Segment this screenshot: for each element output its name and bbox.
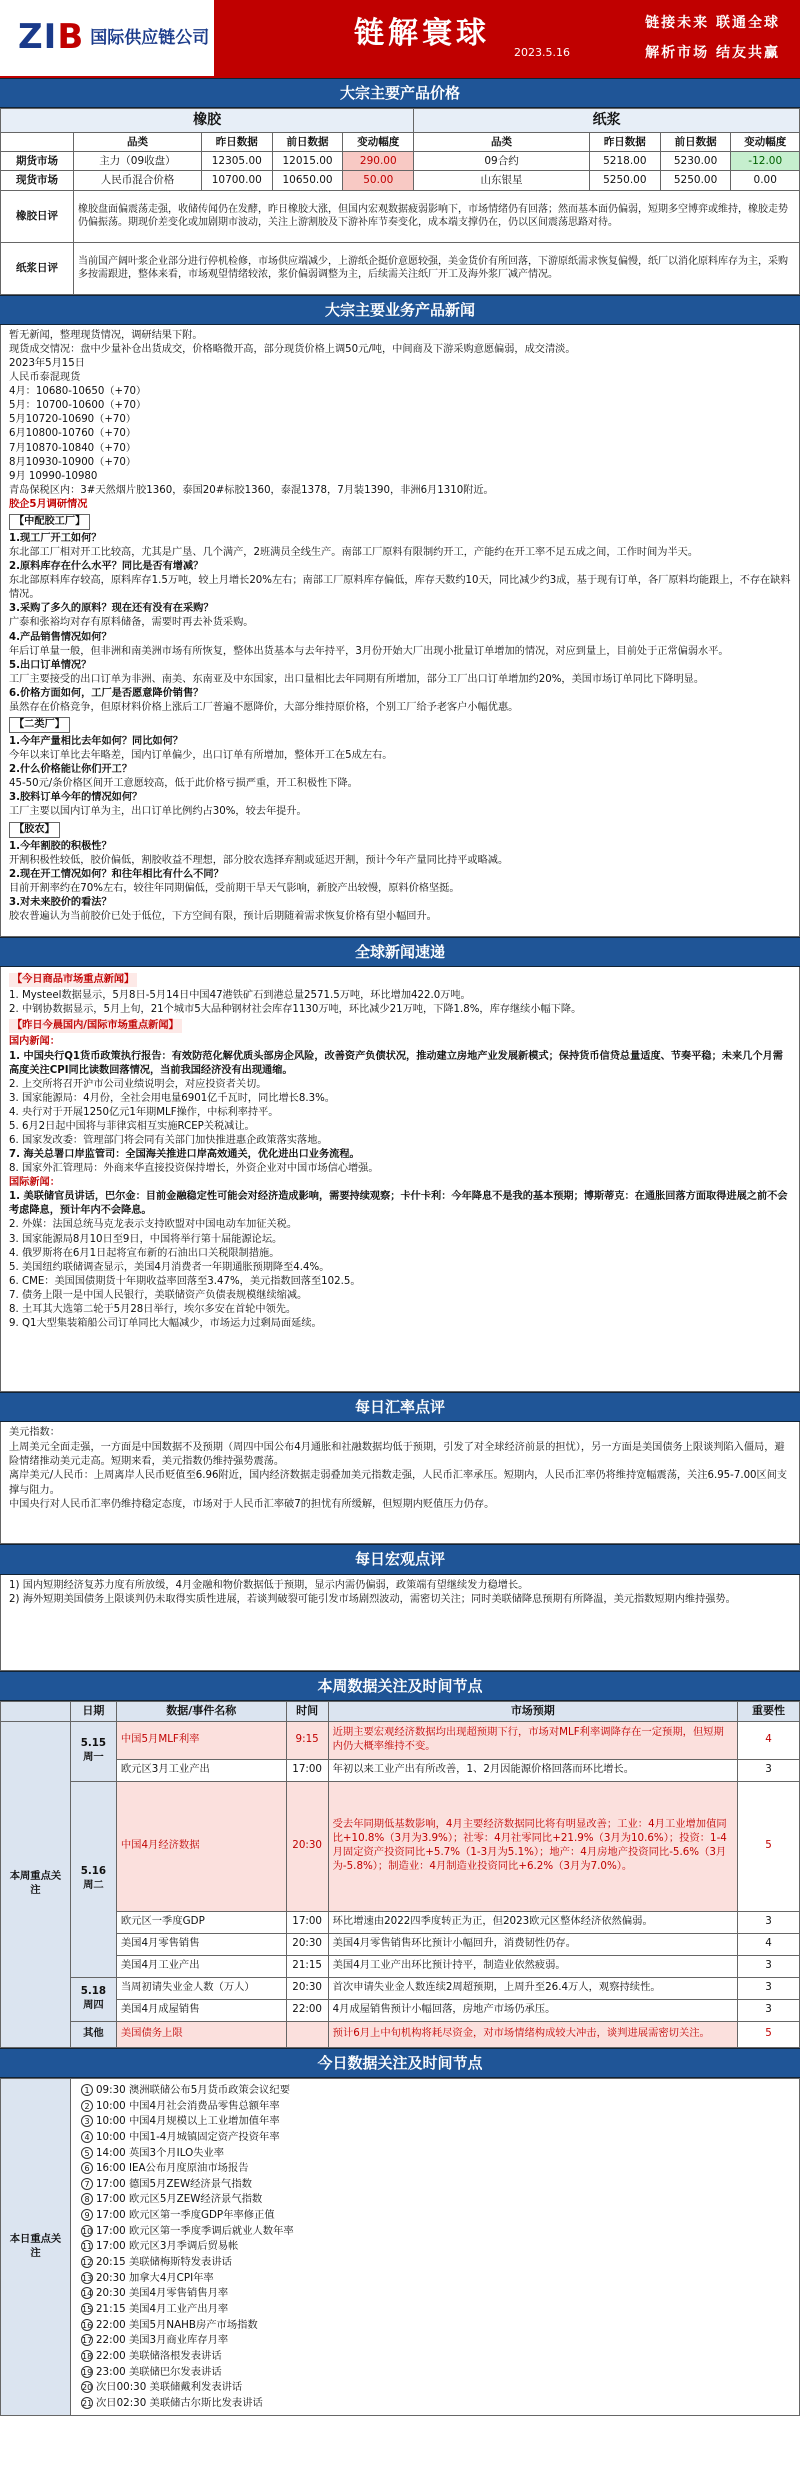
number-circle-icon: 15 — [82, 2304, 93, 2314]
survey-answer: 年后订单量一般，但非洲和南美洲市场有所恢复，整体出货基本与去年持平，3月份开始大厂出现小批量订单增加的情况，对应到量上，目前处于正常偏弱水平。 — [9, 645, 729, 657]
news-line: 8月10930-10900（+70） — [9, 456, 137, 468]
col-blank — [1, 133, 74, 152]
number-circle-icon: 20 — [82, 2383, 93, 2393]
paper-review-text: 当前国产阔叶浆企业部分进行停机检修，市场供应端减少，上游纸企挺价意愿较强，美金货价有所回落，下游原纸需求恢复偏慢，纸厂以消化原料库存为主，采购多按需跟进，整体来看，市场观望情绪较浓，浆价偏弱调整为主，后续需关注纸厂开工及海外浆厂减产情况。 — [74, 242, 800, 294]
event-row — [1, 2021, 800, 2047]
rubber-futures-change: 290.00 — [343, 152, 414, 171]
survey-answer: 工厂主要接受的出口订单为非洲、南美、东南亚及中东国家，出口量相比去年同期有所增加，部分工厂出口订单增加约20%，美国市场订单同比下降明显。 — [9, 673, 705, 685]
col-change: 变动幅度 — [343, 133, 414, 152]
today-event-item — [81, 2161, 789, 2177]
today-event-text: 22:00 美国3月商业库存月率 — [96, 2334, 229, 2347]
intl-news-label: 国际新闻： — [9, 1177, 60, 1189]
survey-section-tag: 【中配胶工厂】 — [9, 514, 90, 530]
number-circle-icon: 1 — [81, 2084, 93, 2096]
biz-news-body — [0, 325, 800, 937]
event-time: 17:00 — [286, 1911, 328, 1933]
macro-comment-title: 每日宏观点评 — [0, 1544, 800, 1574]
col-category: 品类 — [414, 133, 590, 152]
today-event-item — [81, 2333, 789, 2349]
today-event-item — [81, 2146, 789, 2162]
price-table — [0, 108, 800, 294]
col-event: 数据/事件名称 — [116, 1701, 286, 1721]
event-name: 中国4月经济数据 — [116, 1781, 286, 1911]
today-event-text: 17:00 德国5月ZEW经济景气指数 — [96, 2177, 252, 2190]
number-circle-icon: 5 — [81, 2147, 93, 2159]
survey-answer: 目前开割率约在70%左右，较往年同期偏低，受前期干旱天气影响，新胶产出较慢，原料价格坚挺。 — [9, 882, 460, 894]
fx-comment-body — [0, 1422, 800, 1544]
news-line: 人民币泰混现货 — [9, 372, 81, 384]
intl-news-item: 5. 美国纽约联储调查显示，美国4月消费者一年期通胀预期降至4.4%。 — [9, 1261, 330, 1273]
survey-question: 1.今年割胶的积极性？ — [9, 840, 112, 852]
futures-row — [1, 152, 800, 171]
today-event-text: 次日02:30 美联储古尔斯比发表讲话 — [96, 2396, 263, 2409]
intl-news-item: 7. 债务上限一是中国人民银行，美联储资产负债表规模继续缩减。 — [9, 1289, 308, 1301]
event-row — [1, 1781, 800, 1911]
paper-header: 纸浆 — [414, 109, 800, 133]
news-line: 暂无新闻，整理现货情况，调研结果下附。 — [9, 329, 203, 341]
paper-review-row — [1, 242, 800, 294]
paper-spot-yesterday: 5250.00 — [589, 171, 660, 190]
survey-section-tag: 【二类厂】 — [9, 717, 70, 733]
col-change: 变动幅度 — [731, 133, 800, 152]
rubber-review-text: 橡胶盘面偏震荡走强，收储传闻仍在发酵，昨日橡胶大涨，但国内宏观数据疲弱影响下，市场情绪仍有回落；然而基本面仍偏弱，短期多空博弈或维持，橡胶走势仍偏振荡。期现价差变化或加剧期市波动，关注上游割胶及下游补库节奏变化，成本端支撑仍在，仍以区间震荡思路对待。 — [74, 190, 800, 242]
paper-futures-prev: 5230.00 — [660, 152, 731, 171]
event-row — [1, 1721, 800, 1759]
rubber-review-row — [1, 190, 800, 242]
event-expectation: 首次申请失业金人数连续2周超预期，上周升至26.4万人，观察持续性。 — [328, 1977, 737, 1999]
event-expectation: 环比增速由2022四季度转正为正，但2023欧元区整体经济依然偏弱。 — [328, 1911, 737, 1933]
company-logo — [0, 0, 214, 76]
paper-spot-name: 山东银星 — [414, 171, 590, 190]
today-event-item — [81, 2083, 789, 2099]
event-expectation: 4月成屋销售预计小幅回落，房地产市场仍承压。 — [328, 1999, 737, 2021]
paper-review-label: 纸浆日评 — [1, 242, 74, 294]
news-line: 6月10800-10760（+70） — [9, 428, 137, 440]
rubber-futures-name: 主力（09收盘） — [74, 152, 202, 171]
number-circle-icon: 21 — [82, 2398, 93, 2408]
intl-news-item: 4. 俄罗斯将在6月1日起将宣布新的石油出口关税限制措施。 — [9, 1247, 280, 1259]
survey-title: 胶企5月调研情况 — [9, 498, 88, 510]
number-circle-icon: 9 — [81, 2209, 93, 2221]
today-event-text: 09:30 澳洲联储公布5月货币政策会议纪要 — [96, 2084, 290, 2096]
paper-futures-change: -12.00 — [731, 152, 800, 171]
number-circle-icon: 11 — [82, 2242, 93, 2252]
survey-question: 6.价格方面如何，工厂是否愿意降价销售？ — [9, 687, 204, 699]
today-event-item — [81, 2099, 789, 2115]
rubber-futures-yesterday: 12305.00 — [201, 152, 272, 171]
survey-question: 3.胶料订单今年的情况如何？ — [9, 792, 143, 804]
rubber-spot-change: 50.00 — [343, 171, 414, 190]
commodity-news-item: 2. 中钢协数据显示，5月上旬，21个城市5大品种钢材社会库存1130万吨，环比减少21万吨，下降1.8%，库存继续小幅下降。 — [9, 1004, 582, 1016]
today-event-item — [81, 2208, 789, 2224]
event-expectation: 美国4月工业产出环比预计持平，制造业依然疲弱。 — [328, 1955, 737, 1977]
today-event-text: 10:00 中国4月社会消费品零售总额年率 — [96, 2099, 280, 2112]
domestic-news-item: 1. 中国央行Q1货币政策执行报告：有效防范化解优质头部房企风险，改善资产负债状况，推动建立房地产业发展新模式；保持货币信贷总量适度、节奏平稳；未来几个月需高度关注CPI同比读数回落情况，当前我国经济没有出现通缩。 — [9, 1050, 783, 1076]
today-event-item — [81, 2224, 789, 2240]
event-time: 20:30 — [286, 1933, 328, 1955]
today-event-text: 20:30 加拿大4月CPI年率 — [96, 2271, 214, 2284]
event-expectation: 预计6月上中旬机构将耗尽资金，对市场情绪构成较大冲击，谈判进展需密切关注。 — [328, 2021, 737, 2047]
today-events-table — [0, 2078, 800, 2416]
number-circle-icon: 6 — [81, 2162, 93, 2174]
macro-comment-line: 1) 国内短期经济复苏力度有所放缓，4月金融和物价数据低于预期，显示内需仍偏弱，政策端有望继续发力稳增长。 — [9, 1579, 529, 1591]
today-event-item — [81, 2177, 789, 2193]
today-event-text: 21:15 美国4月工业产出月率 — [96, 2302, 229, 2315]
today-event-text: 22:00 美联储洛根发表讲话 — [96, 2349, 222, 2362]
intl-news-item: 2. 外媒：法国总统马克龙表示支持欧盟对中国电动车加征关税。 — [9, 1219, 298, 1231]
number-circle-icon: 19 — [82, 2367, 93, 2377]
event-date: 其他 — [70, 2021, 116, 2047]
commodity-news-item: 1. Mysteel数据显示，5月8日-5月14日中国47港铁矿石到港总量2571.5万吨，环比增加422.0万吨。 — [9, 990, 471, 1002]
today-event-text: 16:00 IEA公布月度原油市场报告 — [96, 2162, 249, 2175]
today-event-text: 17:00 欧元区第一季度GDP年率修正值 — [96, 2209, 275, 2222]
report-title: 链解寰球 — [354, 16, 490, 51]
slogan-line-1: 链接未来 联通全球 — [645, 15, 780, 31]
event-importance: 3 — [738, 1955, 800, 1977]
week-events-table — [0, 1701, 800, 2048]
number-circle-icon: 7 — [81, 2178, 93, 2190]
news-line: 5月：10700-10600（+70） — [9, 400, 147, 412]
biz-news-title: 大宗主要业务产品新闻 — [0, 295, 800, 325]
macro-comment-body — [0, 1575, 800, 1671]
today-event-item — [81, 2380, 789, 2396]
number-circle-icon: 8 — [81, 2193, 93, 2205]
event-name: 中国5月MLF利率 — [116, 1721, 286, 1759]
news-line: 青岛保税区内：3#天然烟片胶1360，泰国20#标胶1360，泰混1378，7月装1390，非洲6月1310附近。 — [9, 484, 494, 496]
event-name: 美国4月成屋销售 — [116, 1999, 286, 2021]
survey-answer: 广泰和张裕均对存有原料储备，需要时再去补货采购。 — [9, 617, 254, 629]
number-circle-icon: 14 — [82, 2289, 93, 2299]
today-event-text: 10:00 中国1-4月城镇固定资产投资年率 — [96, 2130, 280, 2143]
col-day-before: 前日数据 — [660, 133, 731, 152]
domestic-news-item: 3. 国家能源局：4月份，全社会用电量6901亿千瓦时，同比增长8.3%。 — [9, 1092, 335, 1104]
col-importance: 重要性 — [738, 1701, 800, 1721]
survey-question: 3.采购了多久的原料？现在还有没有在采购？ — [9, 603, 214, 615]
slogan-line-2: 解析市场 结友共赢 — [645, 45, 780, 61]
today-events-title: 今日数据关注及时间节点 — [0, 2048, 800, 2078]
event-time: 20:30 — [286, 1977, 328, 1999]
survey-question: 4.产品销售情况如何？ — [9, 631, 112, 643]
survey-answer: 今年以来订单比去年略差，国内订单偏少，出口订单有所增加，整体开工在5成左右。 — [9, 750, 393, 762]
domestic-news-item: 4. 央行对于开展1250亿元1年期MLF操作，中标利率持平。 — [9, 1106, 279, 1118]
paper-futures-name: 09合约 — [414, 152, 590, 171]
event-expectation: 年初以来工业产出有所改善，1、2月因能源价格回落而环比增长。 — [328, 1759, 737, 1781]
macro-comment-line: 2) 海外短期美国债务上限谈判仍未取得实质性进展，若谈判破裂可能引发市场剧烈波动，需密切关注；同时美联储降息预期有所降温，美元指数短期内维持强势。 — [9, 1593, 736, 1605]
event-time: 9:15 — [286, 1721, 328, 1759]
event-date: 5.18 周四 — [70, 1977, 116, 2021]
news-line: 4月：10680-10650（+70） — [9, 386, 147, 398]
intl-news-item: 9. Q1大型集装箱船公司订单同比大幅减少，市场运力过剩局面延续。 — [9, 1318, 322, 1330]
domestic-news-item: 8. 国家外汇管理局：外商来华直接投资保持增长，外资企业对中国市场信心增强。 — [9, 1163, 379, 1175]
event-row — [1, 1955, 800, 1977]
event-importance: 3 — [738, 1911, 800, 1933]
survey-answer: 开割积极性较低，胶价偏低，割胶收益不理想，部分胶农选择弃割或延迟开割，预计今年产量同比持平或略减。 — [9, 854, 509, 866]
survey-question: 3.对未来胶价的看法？ — [9, 896, 112, 908]
number-circle-icon: 18 — [82, 2351, 93, 2361]
today-event-item — [81, 2286, 789, 2302]
global-news-body — [0, 967, 800, 1392]
number-circle-icon: 12 — [82, 2258, 93, 2268]
domestic-news-label: 国内新闻： — [9, 1036, 60, 1048]
today-event-item — [81, 2318, 789, 2334]
today-event-item — [81, 2302, 789, 2318]
event-row — [1, 1977, 800, 1999]
commodity-news-title: 【今日商品市场重点新闻】 — [9, 973, 137, 987]
today-event-item — [81, 2271, 789, 2287]
col-blank — [1, 1701, 71, 1721]
event-name: 欧元区3月工业产出 — [116, 1759, 286, 1781]
domestic-news-item: 7. 海关总署口岸监管司：全国海关推进口岸高效通关，优化进出口业务流程。 — [9, 1149, 360, 1161]
rubber-spot-prev: 10650.00 — [272, 171, 343, 190]
today-event-text: 22:00 美国5月NAHB房产市场指数 — [96, 2318, 258, 2331]
today-event-text: 17:00 欧元区3月季调后贸易帐 — [96, 2240, 239, 2253]
number-circle-icon: 2 — [81, 2100, 93, 2112]
today-event-text: 17:00 欧元区5月ZEW经济景气指数 — [96, 2193, 263, 2206]
col-yesterday: 昨日数据 — [201, 133, 272, 152]
event-time: 20:30 — [286, 1781, 328, 1911]
intl-news-item: 6. CME：美国国债期货十年期收益率回落至3.47%，美元指数回落至102.5。 — [9, 1275, 361, 1287]
number-circle-icon: 13 — [82, 2273, 93, 2283]
number-circle-icon: 3 — [81, 2115, 93, 2127]
event-importance: 4 — [738, 1721, 800, 1759]
event-expectation: 受去年同期低基数影响，4月主要经济数据同比将有明显改善；工业：4月工业增加值同比+10.8%（3月为3.9%）；社零：4月社零同比+21.9%（3月为10.6%）；投资：1-4月固定资产投资同比+5.7%（1-3月为5.1%）；地产：4月房地产投资同比-5.6%（3月为-5.8%）；制造业：4月制造业投资同比+6.2%（3月为7.0%）。 — [328, 1781, 737, 1911]
survey-question: 2.什么价格能让你们开工？ — [9, 764, 133, 776]
event-time: 21:15 — [286, 1955, 328, 1977]
survey-question: 1.今年产量相比去年如何？同比如何？ — [9, 736, 183, 748]
today-event-text: 14:00 英国3个月ILO失业率 — [96, 2146, 225, 2159]
event-row — [1, 1759, 800, 1781]
today-event-item — [81, 2130, 789, 2146]
paper-spot-prev: 5250.00 — [660, 171, 731, 190]
col-yesterday: 昨日数据 — [589, 133, 660, 152]
fx-comment-line: 美元指数： — [9, 1427, 60, 1439]
header-banner — [214, 0, 800, 76]
col-time: 时间 — [286, 1701, 328, 1721]
spot-row — [1, 171, 800, 190]
event-row — [1, 1999, 800, 2021]
number-circle-icon: 10 — [82, 2226, 93, 2236]
survey-answer: 45-50元/条价格区间开工意愿较高，低于此价格亏损严重，开工积极性下降。 — [9, 778, 358, 790]
survey-answer: 胶农普遍认为当前胶价已处于低位，下方空间有限，预计后期随着需求恢复价格有望小幅回升。 — [9, 911, 437, 923]
event-name: 欧元区一季度GDP — [116, 1911, 286, 1933]
paper-spot-change: 0.00 — [731, 171, 800, 190]
domestic-news-item: 2. 上交所将召开沪市公司业绩说明会，对应投资者关切。 — [9, 1078, 267, 1090]
survey-question: 1.现工厂开工如何？ — [9, 533, 102, 544]
spot-label: 现货市场 — [1, 171, 74, 190]
logo-mark: ZIB — [18, 17, 85, 58]
survey-section-tag: 【胶农】 — [9, 822, 60, 838]
week-focus-label: 本周重点关注 — [1, 1721, 71, 2047]
futures-label: 期货市场 — [1, 152, 74, 171]
news-line: 7月10870-10840（+70） — [9, 442, 137, 454]
event-row — [1, 1911, 800, 1933]
event-expectation: 美国4月零售销售环比预计小幅回升，消费韧性仍存。 — [328, 1933, 737, 1955]
today-event-item — [81, 2365, 789, 2381]
price-section-title: 大宗主要产品价格 — [0, 78, 800, 108]
rubber-review-label: 橡胶日评 — [1, 190, 74, 242]
event-importance: 5 — [738, 2021, 800, 2047]
event-time: 17:00 — [286, 1759, 328, 1781]
event-date: 5.16 周二 — [70, 1781, 116, 1977]
week-events-title: 本周数据关注及时间节点 — [0, 1671, 800, 1701]
survey-question: 2.原料库存在什么水平？同比是否有增减？ — [9, 561, 204, 573]
macro-news-title: 【昨日今晨国内/国际市场重点新闻】 — [9, 1019, 182, 1033]
today-event-text: 23:00 美联储巴尔发表讲话 — [96, 2365, 222, 2378]
event-name: 当周初请失业金人数（万人） — [116, 1977, 286, 1999]
today-event-text: 20:30 美国4月零售销售月率 — [96, 2287, 229, 2300]
col-category: 品类 — [74, 133, 202, 152]
col-date: 日期 — [70, 1701, 116, 1721]
survey-answer: 东北部原料库存较高，原料库存1.5万吨，较上月增长20%左右；南部工厂原料库存偏低，库存天数约10天，同比减少约3成，基于现有订单，各厂原料均能跟上，不存在缺料情况。 — [9, 575, 791, 601]
event-name: 美国4月零售销售 — [116, 1933, 286, 1955]
fx-comment-title: 每日汇率点评 — [0, 1392, 800, 1422]
today-event-text: 17:00 欧元区第一季度季调后就业人数年率 — [96, 2224, 294, 2237]
intl-news-item: 3. 国家能源局8月10日至9日，中国将举行第十届能源论坛。 — [9, 1233, 283, 1245]
news-line: 9月 10990-10980 — [9, 470, 98, 482]
event-importance: 5 — [738, 1781, 800, 1911]
today-event-item — [81, 2114, 789, 2130]
report-header — [0, 0, 800, 78]
event-row — [1, 1933, 800, 1955]
survey-answer: 东北部工厂相对开工比较高，尤其是广垦、几个满产，2班满员全线生产。南部工厂原料有限制约开工，产能约在开工率不足五成之间，工作时间为半天。 — [9, 547, 699, 559]
news-line: 5月10720-10690（+70） — [9, 414, 137, 426]
survey-answer: 虽然存在价格竞争，但原材料价格上涨后工厂普遍不愿降价，大部分维持原价格，个别工厂给予老客户小幅优惠。 — [9, 701, 519, 713]
today-events-list — [71, 2079, 800, 2416]
intl-news-item: 8. 土耳其大选第二轮于5月28日举行，埃尔多安在首轮中领先。 — [9, 1303, 297, 1315]
col-day-before: 前日数据 — [272, 133, 343, 152]
fx-comment-line: 中国央行对人民币汇率仍维持稳定态度，市场对于人民币汇率破7的担忧有所缓解，但短期内贬值压力仍存。 — [9, 1498, 495, 1510]
number-circle-icon: 16 — [82, 2320, 93, 2330]
event-importance: 4 — [738, 1933, 800, 1955]
event-time — [286, 2021, 328, 2047]
paper-futures-yesterday: 5218.00 — [589, 152, 660, 171]
today-event-text: 10:00 中国4月规模以上工业增加值年率 — [96, 2115, 280, 2128]
today-event-item — [81, 2255, 789, 2271]
logo-text: 国际供应链公司 — [90, 27, 210, 48]
domestic-news-item: 5. 6月2日起中国将与菲律宾相互实施RCEP关税减让。 — [9, 1120, 255, 1132]
event-name: 美国4月工业产出 — [116, 1955, 286, 1977]
col-expectation: 市场预期 — [328, 1701, 737, 1721]
global-news-title: 全球新闻速递 — [0, 937, 800, 967]
today-event-item — [81, 2192, 789, 2208]
survey-question: 2.现在开工情况如何？和往年相比有什么不同？ — [9, 868, 224, 880]
today-event-text: 20:15 美联储梅斯特发表讲话 — [96, 2256, 232, 2269]
rubber-header: 橡胶 — [1, 109, 414, 133]
event-importance: 3 — [738, 1759, 800, 1781]
event-importance: 3 — [738, 1999, 800, 2021]
survey-question: 5.出口订单情况？ — [9, 659, 92, 671]
news-line: 现货成交情况：盘中少量补仓出货成交，价格略微开高，部分现货价格上调50元/吨，中间商及下游采购意愿偏弱，成交清淡。 — [9, 343, 576, 355]
fx-comment-line: 离岸美元/人民币：上周离岸人民币贬值至6.96附近，国内经济数据走弱叠加美元指数走强，人民币汇率承压。短期内，人民币汇率仍将维持宽幅震荡，关注6.95-7.00区间支撑与阻力。 — [9, 1470, 788, 1496]
event-expectation: 近期主要宏观经济数据均出现超预期下行，市场对MLF利率调降存在一定预期，但短期内仍大概率维持不变。 — [328, 1721, 737, 1759]
today-event-item — [81, 2239, 789, 2255]
event-time: 22:00 — [286, 1999, 328, 2021]
today-event-text: 次日00:30 美联储戴利发表讲话 — [96, 2381, 243, 2394]
survey-answer: 工厂主要以国内订单为主，出口订单比例约占30%，较去年提升。 — [9, 806, 307, 818]
report-date: 2023.5.16 — [514, 46, 570, 59]
fx-comment-line: 上周美元全面走强，一方面是中国数据不及预期（周四中国公布4月通胀和社融数据均低于预期，引发了对全球经济前景的担忧），另一方面是美国债务上限谈判陷入僵局，避险情绪推动美元走高。短期来看，美元指数仍维持强势震荡。 — [9, 1441, 785, 1467]
rubber-futures-prev: 12015.00 — [272, 152, 343, 171]
today-focus-label: 本日重点关注 — [1, 2079, 71, 2416]
intl-news-item: 1. 美联储官员讲话，巴尔金：目前金融稳定性可能会对经济造成影响，需要持续观察；卡什卡利：今年降息不是我的基本预期；博斯蒂克：在通胀回落方面取得进展之前不会考虑降息，预计年内不会降息。 — [9, 1191, 788, 1217]
today-event-item — [81, 2396, 789, 2412]
event-name: 美国债务上限 — [116, 2021, 286, 2047]
rubber-spot-yesterday: 10700.00 — [201, 171, 272, 190]
event-date: 5.15 周一 — [70, 1721, 116, 1781]
event-importance: 3 — [738, 1977, 800, 1999]
number-circle-icon: 17 — [82, 2336, 93, 2346]
news-line: 2023年5月15日 — [9, 358, 85, 370]
today-event-item — [81, 2349, 789, 2365]
domestic-news-item: 6. 国家发改委：管理部门将会同有关部门加快推进惠企政策落实落地。 — [9, 1135, 328, 1147]
number-circle-icon: 4 — [81, 2131, 93, 2143]
rubber-spot-name: 人民币混合价格 — [74, 171, 202, 190]
